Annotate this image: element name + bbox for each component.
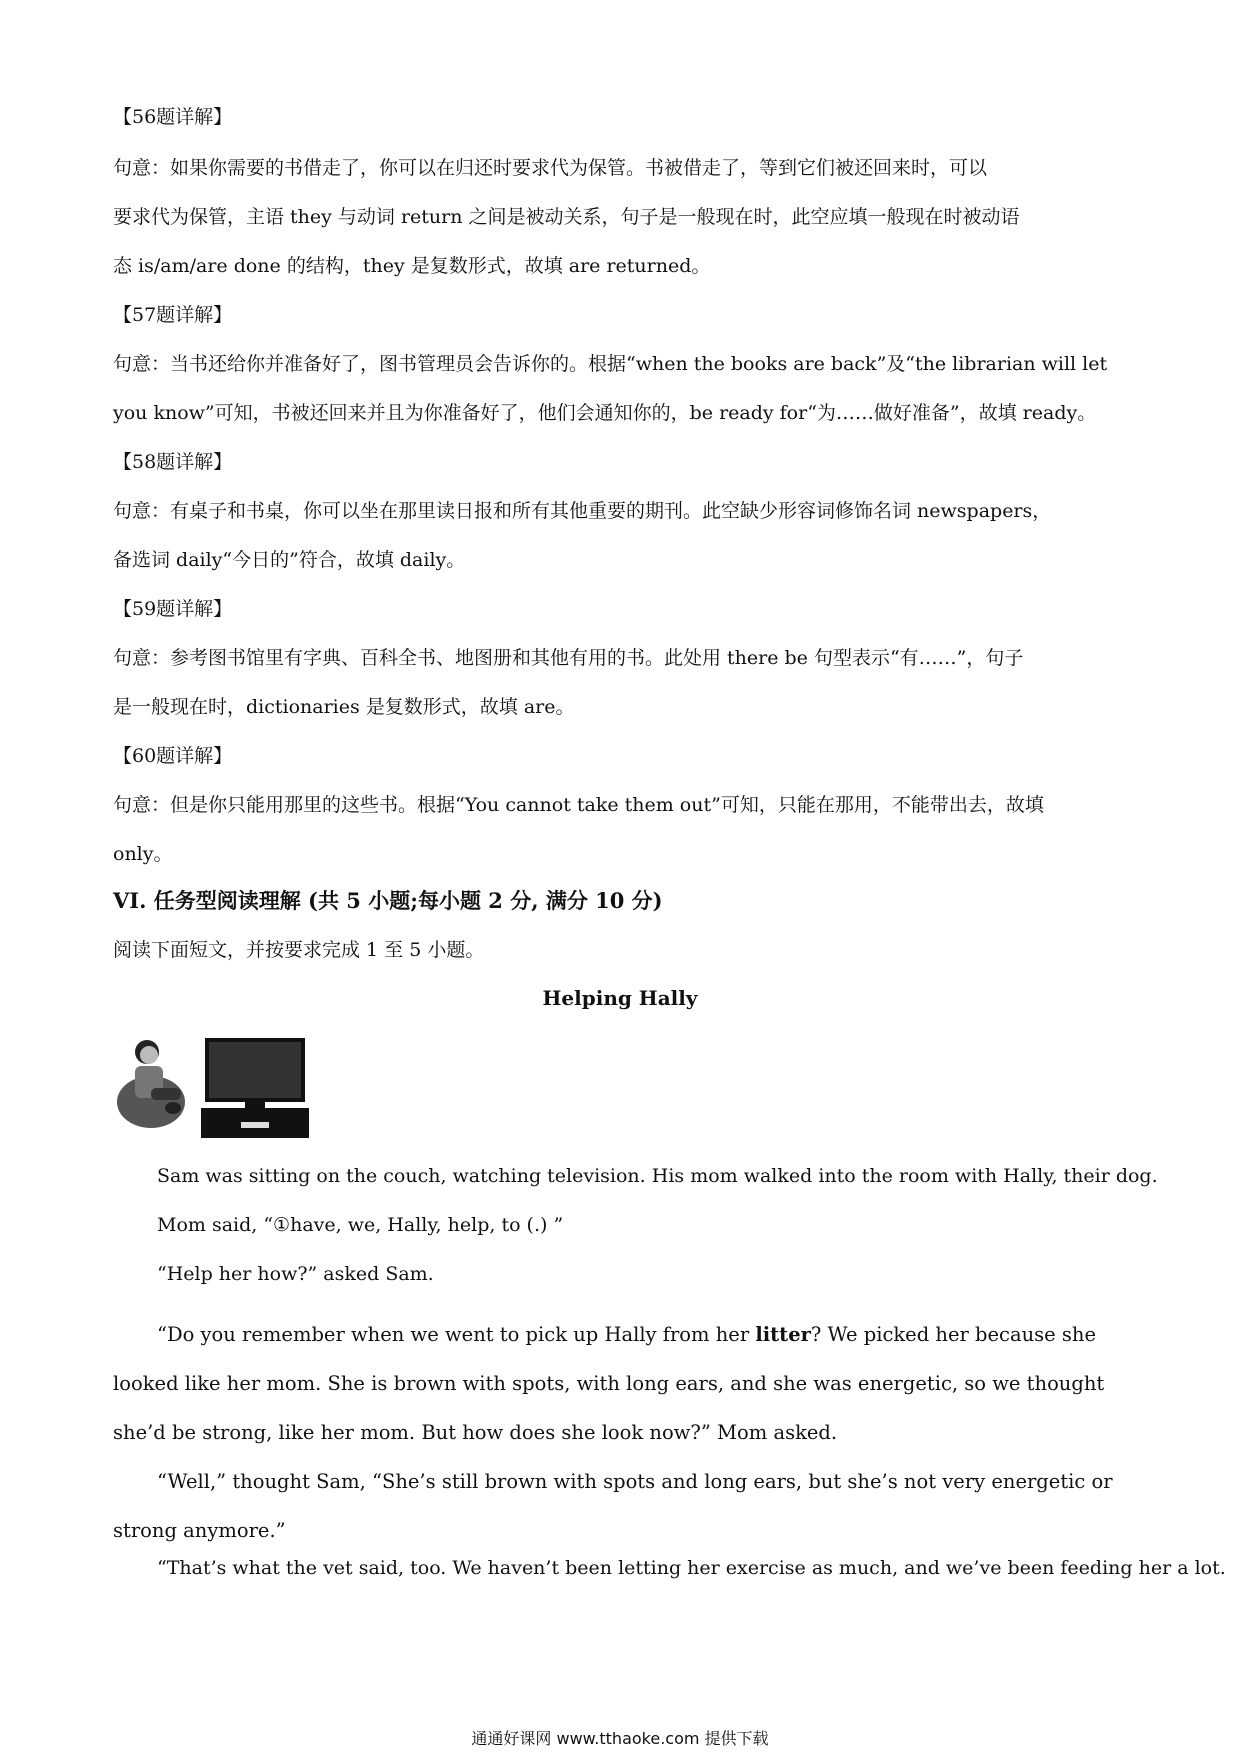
explanation-text: 备选词 daily“今日的”符合，故填 daily。	[113, 549, 466, 571]
explanation-text: 句意：有桌子和书桌，你可以坐在那里读日报和所有其他重要的期刊。此空缺少形容词修饰名词 newspapers，	[113, 500, 1052, 522]
story-paragraph: “That’s what the vet said, too. We haven’t been letting her exercise as much, and we’ve been feeding her a lot.	[157, 1557, 1226, 1579]
explanation-heading: 【58题详解】	[113, 451, 233, 473]
explanation-text: 态 is/am/are done 的结构，they 是复数形式，故填 are returned。	[113, 255, 711, 277]
story-text: ? We picked her because she looked like her mom. She is brown with spots, with long ears, and she was energetic, so we thought she’d be strong, like her mom. But how does she look now?” Mom asked.	[113, 1323, 1105, 1444]
story-paragraph: Sam was sitting on the couch, watching television. His mom walked into the room with Hally, their dog.	[157, 1165, 1158, 1187]
section-instruction: 阅读下面短文，并按要求完成 1 至 5 小题。	[113, 939, 485, 961]
story-text: “Do you remember when we went to pick up Hally from her	[157, 1323, 756, 1346]
explanation-text: only。	[113, 843, 173, 865]
explanation-heading: 【57题详解】	[113, 304, 233, 326]
explanation-heading: 【56题详解】	[113, 106, 233, 128]
explanation-text: you know”可知，书被还回来并且为你准备好了，他们会通知你的，be ready for“为……做好准备”，故填 ready。	[113, 402, 1097, 424]
story-paragraph: “Help her how?” asked Sam.	[157, 1263, 434, 1285]
page-footer: 通通好课网 www.tthaoke.com 提供下载	[471, 1729, 769, 1748]
story-paragraph: “Well,” thought Sam, “She’s still brown with spots and long ears, but she’s not very energetic or strong anymore.”	[113, 1470, 1113, 1542]
explanation-text: 句意：但是你只能用那里的这些书。根据“You cannot take them out”可知，只能在那用，不能带出去，故填	[113, 794, 1044, 816]
explanation-heading: 【59题详解】	[113, 598, 233, 620]
explanation-text: 句意：如果你需要的书借走了，你可以在归还时要求代为保管。书被借走了，等到它们被还回来时，可以	[113, 157, 988, 179]
story-title: Helping Hally	[542, 986, 698, 1010]
explanation-text: 是一般现在时，dictionaries 是复数形式，故填 are。	[113, 696, 575, 718]
story-paragraph	[113, 1310, 1128, 1457]
story-bold-word: litter	[755, 1323, 811, 1346]
explanation-text: 句意：当书还给你并准备好了，图书管理员会告诉你的。根据“when the books are back”及“the librarian will let	[113, 353, 1108, 375]
explanation-text: 要求代为保管，主语 they 与动词 return 之间是被动关系，句子是一般现在时，此空应填一般现在时被动语	[113, 206, 1020, 228]
boy-watching-tv-illustration	[113, 1030, 313, 1140]
explanation-heading: 【60题详解】	[113, 745, 233, 767]
section-title: VI. 任务型阅读理解 (共 5 小题;每小题 2 分, 满分 10 分)	[113, 888, 663, 913]
story-paragraph: Mom said, “①have, we, Hally, help, to (.) ”	[157, 1214, 564, 1236]
explanation-text: 句意：参考图书馆里有字典、百科全书、地图册和其他有用的书。此处用 there be 句型表示“有……”，句子	[113, 647, 1024, 669]
